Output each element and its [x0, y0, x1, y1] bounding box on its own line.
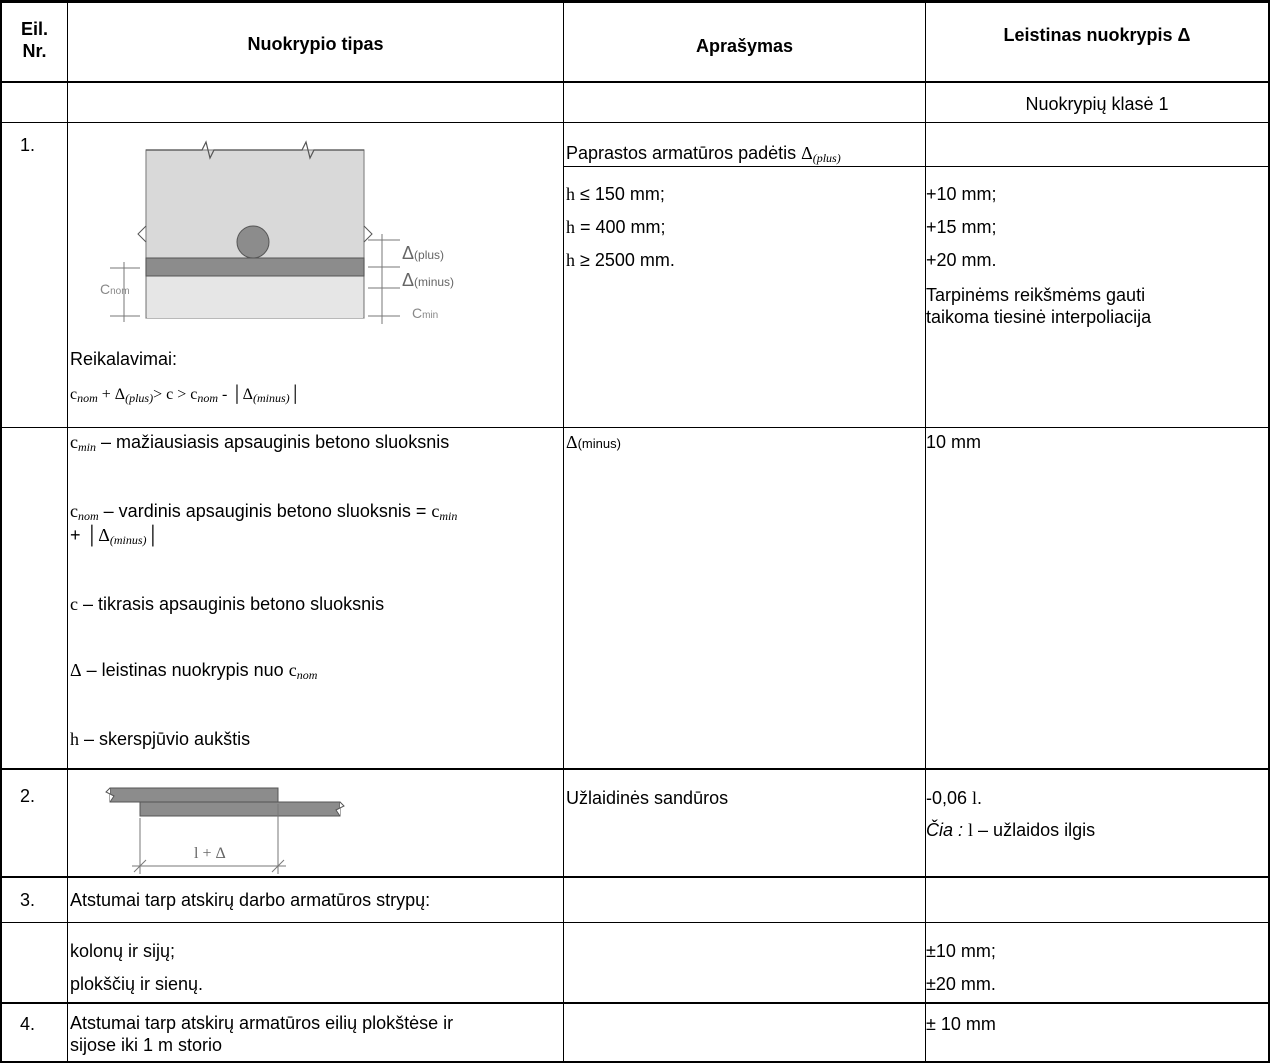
row1-value-3: +20 mm.: [926, 250, 997, 270]
row3-divider: [0, 922, 1270, 923]
rebar-circle: [237, 226, 269, 258]
delta-definition: Δ – leistinas nuokrypis nuo $c_{nom}$: [70, 660, 318, 682]
class-row-divider: [0, 122, 1270, 123]
header-deviation-type: Nuokrypio tipas: [247, 34, 384, 54]
row1b-divider: [0, 768, 1270, 770]
header-divider: [0, 81, 1270, 83]
deviation-class-label: Nuokrypių klasė 1: [1025, 94, 1169, 114]
row3-item-1: kolonų ir sijų;: [70, 941, 176, 961]
table-border-top: [0, 0, 1270, 3]
header-nr: [2, 18, 67, 62]
row2-number: 2.: [20, 786, 36, 806]
cnom-definition-line1: $c_{nom}$ – vardinis apsauginis betono sluoksnis = $c_{min}$: [70, 501, 458, 523]
row4-value: ± 10 mm: [926, 1014, 996, 1034]
c-nom-label: Cnom: [100, 281, 130, 297]
row3-value-1: ±10 mm;: [926, 941, 996, 961]
row3-number: 3.: [20, 890, 36, 910]
h-definition: h – skerspjūvio aukštis: [70, 729, 251, 749]
c-definition: c – tikrasis apsauginis betono sluoksnis: [70, 594, 385, 614]
requirements-formula: $c_{nom} + \Delta_{(plus)}> c > c_{nom}$ - $│\Delta_{(minus)}│$: [70, 386, 301, 405]
row3-value-2: ±20 mm.: [926, 974, 996, 994]
col1-divider: [67, 0, 68, 1063]
row1-value-2: +15 mm;: [926, 217, 997, 237]
cmin-definition: $c_{min}$ – mažiausiasis apsauginis betono sluoksnis: [70, 432, 450, 454]
lap-splice-diagram: [110, 778, 360, 874]
row3-title: Atstumai tarp atskirų darbo armatūros strypų:: [70, 890, 431, 910]
row4-title-line1: Atstumai tarp atskirų armatūros eilių plokštėse ir: [70, 1013, 454, 1033]
header-allowed-deviation: Leistinas nuokrypis Δ: [1003, 25, 1191, 45]
row1-value-1: +10 mm;: [926, 184, 997, 204]
row1b-value: 10 mm: [926, 432, 982, 452]
row4-title-line2: sijose iki 1 m storio: [70, 1035, 223, 1055]
lower-bar: [140, 802, 340, 816]
header-description: Aprašymas: [695, 36, 794, 56]
row4-number: 4.: [20, 1014, 36, 1034]
row1-number: 1.: [20, 135, 36, 155]
row1-description-title: Paprastos armatūros padėtis $\Delta_{(plus)}$: [566, 143, 841, 165]
table-border-left: [0, 0, 2, 1063]
delta-minus-label: Δ(minus): [402, 270, 455, 290]
row1b-description: Δ(minus): [566, 432, 621, 452]
col2-divider: [563, 0, 564, 1063]
rebar-bar: [146, 258, 364, 276]
row2-value: -0,06 l.: [926, 788, 983, 808]
row3b-divider: [0, 1002, 1270, 1004]
row2-divider: [0, 876, 1270, 878]
cnom-definition-line2: + $│\Delta_{(minus)}│$: [70, 525, 160, 547]
header-nr-line1: Eil.: [20, 19, 48, 39]
delta-plus-label: Δ(plus): [402, 243, 445, 263]
row1-desc-h-2500: h ≥ 2500 mm.: [566, 250, 675, 270]
lap-length-label: l + Δ: [194, 845, 226, 862]
break-line-left: [138, 226, 146, 242]
col3-divider: [925, 0, 926, 1063]
row1-note-line2: taikoma tiesinė interpoliacija: [926, 307, 1152, 327]
row1-divider: [0, 427, 1270, 428]
c-min-label: Cmin: [412, 305, 439, 321]
header-nr-line2: Nr.: [22, 41, 47, 61]
row3-item-2: plokščių ir sienų.: [70, 974, 204, 994]
upper-bar: [110, 788, 278, 802]
row1-note-line1: Tarpinėms reikšmėms gauti: [926, 285, 1146, 305]
cover-diagram: [100, 138, 490, 338]
requirements-title: Reikalavimai:: [70, 349, 178, 369]
row1-desc-h-400: h = 400 mm;: [566, 217, 666, 237]
row2-note: Čia : l – užlaidos ilgis: [926, 820, 1096, 840]
row2-description: Užlaidinės sandūros: [566, 788, 729, 808]
row1-desc-h-150: h ≤ 150 mm;: [566, 184, 665, 204]
